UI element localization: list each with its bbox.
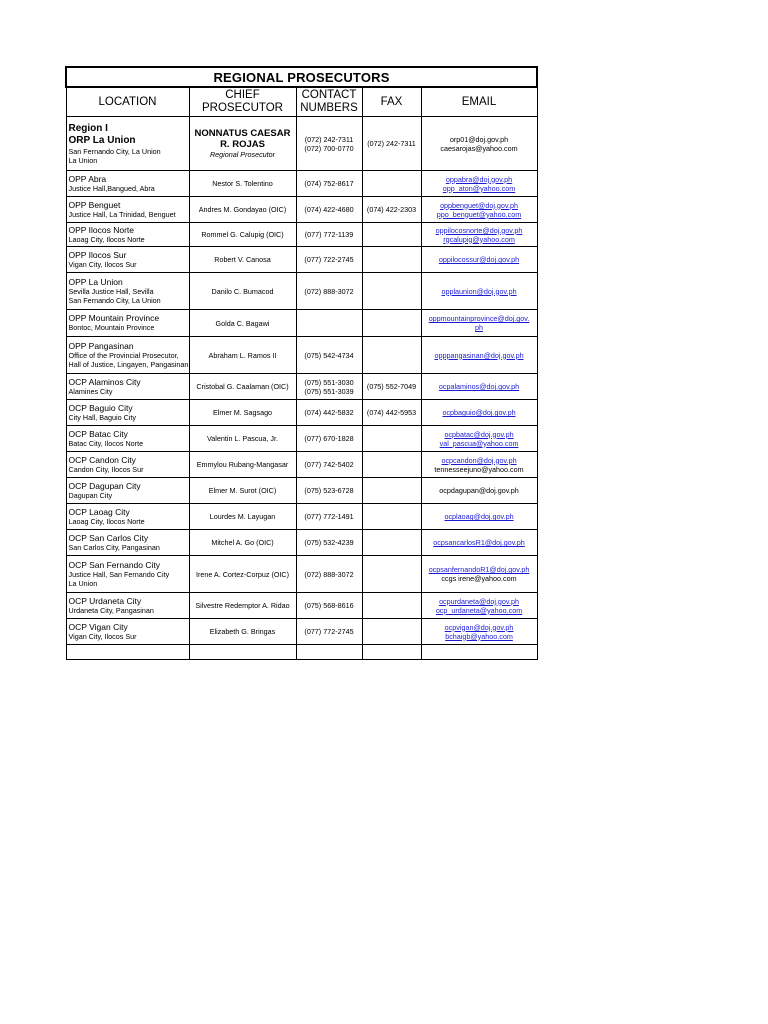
table-body: [66, 117, 537, 660]
location-header: LOCATION: [66, 87, 189, 117]
fax-cell: [362, 310, 421, 337]
chief-prosecutor-cell: [189, 223, 296, 247]
table-row: [66, 197, 537, 223]
email-cell: [421, 530, 537, 556]
contact-numbers-cell: [296, 273, 362, 310]
email-cell: [421, 223, 537, 247]
table-row: [66, 337, 537, 374]
chief-prosecutor-name: Elmer M. Sagsago: [212, 408, 273, 417]
location-cell: [66, 400, 189, 426]
email-link[interactable]: ph: [475, 323, 484, 332]
location-cell: [66, 426, 189, 452]
table-title: REGIONAL PROSECUTORS: [66, 67, 537, 87]
location-line: OCP San Carlos City: [68, 532, 149, 543]
table-row: [66, 310, 537, 337]
email-cell: [421, 337, 537, 374]
location-cell: [66, 273, 189, 310]
fax-cell: [362, 504, 421, 530]
email-cell: [421, 117, 537, 171]
fax-cell: [362, 452, 421, 478]
chief-prosecutor-name: Valentin L. Pascua, Jr.: [207, 434, 278, 443]
email-link[interactable]: ocpvigan@doj.gov.ph: [444, 622, 514, 632]
email-cell: [421, 426, 537, 452]
location-line: San Fernando City, La Union: [68, 295, 161, 305]
fax-cell: [362, 426, 421, 452]
table-row: [66, 400, 537, 426]
email-link[interactable]: oppmountainprovince@doj.gov.: [428, 314, 530, 323]
location-cell: [66, 452, 189, 478]
chief-prosecutor-name: Abraham L. Ramos II: [208, 350, 277, 360]
location-cell: [66, 171, 189, 197]
chief-prosecutor-cell: [189, 197, 296, 223]
email-link[interactable]: bchaigb@yahoo.com: [445, 631, 513, 641]
table-row: [66, 556, 537, 593]
location-line: OPP Pangasinan: [68, 340, 134, 351]
location-line: City Hall, Baguio City: [68, 412, 137, 422]
email-link[interactable]: ppo_benguet@yahoo.com: [436, 209, 522, 219]
prosecutors-table: [65, 66, 538, 660]
empty-row: [66, 645, 537, 660]
location-line: OPP Ilocos Norte: [68, 224, 135, 235]
email-cell: [421, 593, 537, 619]
table-row: [66, 452, 537, 478]
contact-number: (077) 772-1139: [304, 230, 354, 239]
email-link[interactable]: oppilocossur@doj.gov.ph: [438, 255, 520, 264]
contact-numbers-cell: [296, 171, 362, 197]
email-link[interactable]: val_pascua@yahoo.com: [439, 438, 519, 448]
location-line: OPP Abra: [68, 173, 107, 184]
contact-number: (075) 532-4239: [304, 538, 354, 547]
contact-number: (075) 551-3030: [304, 377, 354, 387]
location-line: OCP Batac City: [68, 428, 128, 439]
location-cell: [66, 117, 189, 171]
chief-prosecutor-cell: [189, 117, 296, 171]
email-link[interactable]: ocpbatac@doj.gov.ph: [444, 429, 514, 439]
table-row: [66, 530, 537, 556]
location-line: Dagupan City: [68, 490, 113, 500]
chief-prosecutor-name: Lourdes M. Layugan: [209, 512, 276, 521]
location-line: OCP Urdaneta City: [68, 595, 142, 606]
location-cell: [66, 504, 189, 530]
chief-prosecutor-cell: [189, 426, 296, 452]
location-cell: [66, 223, 189, 247]
location-line: OCP Dagupan City: [68, 480, 141, 491]
location-cell: [66, 374, 189, 400]
chief-prosecutor-cell: [189, 273, 296, 310]
chief-prosecutor-cell: [189, 247, 296, 273]
chief-prosecutor-name: Nestor S. Tolentino: [212, 179, 273, 188]
location-line: Vigan City, Ilocos Sur: [68, 259, 137, 269]
chief-prosecutor-name: Elmer M. Surot (OIC): [208, 486, 277, 495]
chief-prosecutor-name: Rommel G. Calupig (OIC): [201, 230, 284, 239]
email-text: ccgs irene@yahoo.com: [441, 574, 517, 583]
fax-cell: [362, 247, 421, 273]
email-link[interactable]: ocpsanfernandoR1@doj.gov.ph: [428, 565, 530, 574]
chief-prosecutor-cell: [189, 337, 296, 374]
contact-number: (072) 888-3072: [304, 286, 354, 296]
chief-prosecutor-name: Irene A. Cortez-Corpuz (OIC): [195, 569, 290, 579]
contact-number: (077) 722-2745: [304, 255, 354, 264]
location-cell: [66, 247, 189, 273]
contact-numbers-cell: [296, 117, 362, 171]
email-link[interactable]: oppbenguet@doj.gov.ph: [440, 200, 518, 210]
email-cell: [421, 504, 537, 530]
email-link[interactable]: ocpurdaneta@doj.gov.ph: [439, 596, 519, 606]
location-cell: [66, 619, 189, 645]
contact-number: (074) 422-4680: [304, 205, 354, 214]
fax-cell: [362, 171, 421, 197]
chief-prosecutor-name: Mitchel A. Go (OIC): [211, 538, 274, 547]
table-row: [66, 593, 537, 619]
chief-prosecutor-cell: [189, 478, 296, 504]
location-line: Laoag City, Ilocos Norte: [68, 234, 145, 244]
chief-prosecutor-cell: [189, 452, 296, 478]
location-line: OCP Vigan City: [68, 621, 128, 632]
chief-prosecutor-name: Silvestre Redemptor A. Ridao: [195, 601, 290, 610]
location-line: OPP La Union: [68, 276, 123, 287]
email-link[interactable]: oppilocosnorte@doj.gov.ph: [435, 225, 523, 235]
contact-numbers-cell: [296, 247, 362, 273]
contact-numbers-cell: [296, 310, 362, 337]
empty-cell: [421, 645, 537, 660]
fax-header: FAX: [362, 87, 421, 117]
location-cell: [66, 530, 189, 556]
chief-prosecutor-cell: [189, 619, 296, 645]
contact-numbers-cell: [296, 593, 362, 619]
email-text: orp01@doj.gov.ph: [449, 134, 509, 144]
fax-number: (075) 552-7049: [366, 382, 417, 391]
location-cell: [66, 337, 189, 374]
contact-number: (072) 888-3072: [304, 569, 354, 579]
email-cell: [421, 171, 537, 197]
email-cell: [421, 197, 537, 223]
fax-cell: [362, 117, 421, 171]
chief-header-line2: PROSECUTOR: [202, 102, 283, 114]
fax-cell: [362, 197, 421, 223]
location-line: Hall of Justice, Lingayen, Pangasinan: [68, 359, 189, 369]
fax-cell: [362, 337, 421, 374]
location-line: Justice Hall,Bangued, Abra: [68, 183, 155, 193]
location-line: Laoag City, Ilocos Norte: [68, 516, 145, 526]
location-line: Region I: [68, 122, 108, 134]
table-row: [66, 426, 537, 452]
chief-prosecutor-cell: [189, 171, 296, 197]
location-cell: [66, 478, 189, 504]
location-line: Justice Hall, San Fernando City: [68, 569, 170, 579]
location-line: Office of the Provincial Prosecutor,: [68, 350, 179, 360]
location-line: Candon City, Ilocos Sur: [68, 464, 144, 474]
location-line: OPP Mountain Province: [68, 313, 160, 323]
table-row: [66, 171, 537, 197]
chief-prosecutor-cell: [189, 400, 296, 426]
contact-number: (072) 242-7311: [304, 134, 354, 144]
email-link[interactable]: ocpcandon@doj.gov.ph: [441, 455, 517, 465]
location-line: La Union: [68, 155, 98, 165]
email-text: ocpdagupan@doj.gov.ph: [439, 486, 519, 495]
email-cell: [421, 374, 537, 400]
contact-numbers-header: [296, 87, 362, 117]
chief-prosecutor-cell: [189, 556, 296, 593]
location-line: ORP La Union: [68, 134, 136, 146]
fax-cell: [362, 556, 421, 593]
email-link[interactable]: opp_aton@yahoo.com: [442, 183, 516, 193]
email-text: tennesseejuno@yahoo.com: [434, 464, 524, 474]
contact-number: (075) 551-3039: [304, 386, 354, 396]
email-link[interactable]: opplaunion@doj.gov.ph: [441, 286, 517, 296]
fax-cell: [362, 400, 421, 426]
contact-numbers-cell: [296, 426, 362, 452]
location-line: Sevilla Justice Hall, Sevilla: [68, 286, 154, 296]
fax-number: (074) 422-2303: [366, 205, 417, 214]
location-line: OPP Benguet: [68, 199, 121, 210]
contact-number: (077) 742-5402: [304, 460, 354, 469]
table-row: [66, 223, 537, 247]
contact-numbers-cell: [296, 530, 362, 556]
email-link[interactable]: opppangasinan@doj.gov.ph: [434, 350, 524, 360]
fax-number: (072) 242-7311: [367, 139, 416, 148]
chief-prosecutor-name: Elizabeth G. Bringas: [209, 627, 276, 636]
email-link[interactable]: rgcalupig@yahoo.com: [443, 234, 515, 244]
chief-prosecutor-cell: [189, 504, 296, 530]
table-row: [66, 247, 537, 273]
email-link[interactable]: ocp_urdaneta@yahoo.com: [435, 605, 523, 615]
chief-prosecutor-cell: [189, 530, 296, 556]
table-row: [66, 374, 537, 400]
fax-cell: [362, 223, 421, 247]
table-row: [66, 504, 537, 530]
contact-numbers-cell: [296, 400, 362, 426]
location-line: Alamines City: [68, 386, 113, 396]
email-cell: [421, 478, 537, 504]
chief-prosecutor-title: Regional Prosecutor: [209, 150, 276, 159]
location-line: Bontoc, Mountain Province: [68, 323, 155, 332]
email-link[interactable]: oppabra@doj.gov.ph: [445, 174, 513, 184]
contact-number: (077) 772-2745: [304, 627, 354, 636]
contact-numbers-cell: [296, 556, 362, 593]
contact-numbers-cell: [296, 478, 362, 504]
contact-number: (077) 772-1491: [304, 512, 354, 521]
location-line: OCP Candon City: [68, 454, 136, 465]
email-link[interactable]: ocpalaminos@doj.gov.ph: [438, 382, 520, 391]
contact-numbers-cell: [296, 452, 362, 478]
location-line: San Carlos City, Pangasinan: [68, 542, 160, 552]
contact-number: (075) 542-4734: [304, 350, 354, 360]
email-link[interactable]: ocpsancarlosR1@doj.gov.ph: [433, 538, 525, 547]
contact-number: (072) 700-0770: [304, 143, 354, 153]
contact-number: (074) 752-8617: [304, 179, 354, 188]
location-cell: [66, 197, 189, 223]
fax-cell: [362, 273, 421, 310]
table-row: [66, 619, 537, 645]
contact-numbers-cell: [296, 223, 362, 247]
table-row: [66, 273, 537, 310]
location-cell: [66, 593, 189, 619]
contact-number: (075) 568-8616: [304, 601, 354, 610]
contact-number: (075) 523-6728: [304, 486, 354, 495]
chief-prosecutor-name: Emmylou Rubang-Mangasar: [196, 460, 289, 469]
chief-prosecutor-name: Golda C. Bagawi: [215, 318, 270, 328]
fax-number: (074) 442-5953: [366, 408, 417, 417]
chief-prosecutor-name: NONNATUS CAESAR R. ROJAS: [194, 128, 291, 150]
fax-cell: [362, 374, 421, 400]
location-line: OCP Laoag City: [68, 506, 130, 517]
email-cell: [421, 400, 537, 426]
location-line: San Fernando City, La Union: [68, 146, 161, 156]
contact-numbers-cell: [296, 619, 362, 645]
empty-cell: [296, 645, 362, 660]
email-text: caesarojas@yahoo.com: [440, 143, 518, 153]
empty-cell: [66, 645, 189, 660]
contact-numbers-cell: [296, 197, 362, 223]
location-line: Batac City, Ilocos Norte: [68, 438, 144, 448]
table-row: [66, 478, 537, 504]
location-cell: [66, 556, 189, 593]
contact-number: (074) 442-5832: [304, 408, 354, 417]
chief-prosecutor-cell: [189, 374, 296, 400]
contact-number: (077) 670-1828: [304, 434, 354, 443]
chief-prosecutor-name: Andres M. Gondayao (OIC): [198, 205, 287, 214]
email-cell: [421, 247, 537, 273]
contact-numbers-cell: [296, 337, 362, 374]
email-cell: [421, 273, 537, 310]
email-cell: [421, 556, 537, 593]
table-row: [66, 117, 537, 171]
location-line: OCP Alaminos City: [68, 376, 141, 387]
location-line: OCP San Fernando City: [68, 559, 160, 570]
chief-prosecutor-name: Danilo C. Bumacod: [211, 286, 274, 296]
location-line: Urdaneta City, Pangasinan: [68, 605, 154, 615]
fax-cell: [362, 619, 421, 645]
contact-numbers-cell: [296, 374, 362, 400]
empty-cell: [362, 645, 421, 660]
fax-cell: [362, 530, 421, 556]
chief-prosecutor-name: Cristobal G. Caalaman (OIC): [196, 382, 289, 391]
chief-header-line1: CHIEF: [225, 89, 260, 101]
email-header: EMAIL: [421, 87, 537, 117]
location-cell: [66, 310, 189, 337]
location-line: Justice Hall, La Trinidad, Benguet: [68, 209, 176, 219]
contact-header-line2: NUMBERS: [300, 102, 358, 114]
email-link[interactable]: ocpbaguio@doj.gov.ph: [442, 408, 516, 417]
chief-prosecutor-cell: [189, 593, 296, 619]
location-line: OCP Baguio City: [68, 402, 133, 413]
email-link[interactable]: ocplaoag@doj.gov.ph: [444, 512, 514, 521]
empty-cell: [189, 645, 296, 660]
chief-prosecutor-name: Robert V. Canosa: [214, 255, 271, 264]
email-cell: [421, 619, 537, 645]
contact-numbers-cell: [296, 504, 362, 530]
fax-cell: [362, 478, 421, 504]
email-cell: [421, 310, 537, 337]
chief-prosecutor-cell: [189, 310, 296, 337]
location-line: OPP Ilocos Sur: [68, 249, 127, 260]
location-line: La Union: [68, 578, 98, 588]
fax-cell: [362, 593, 421, 619]
email-cell: [421, 452, 537, 478]
chief-prosecutor-header: [189, 87, 296, 117]
contact-header-line1: CONTACT: [301, 89, 357, 101]
location-line: Vigan City, Ilocos Sur: [68, 631, 137, 641]
